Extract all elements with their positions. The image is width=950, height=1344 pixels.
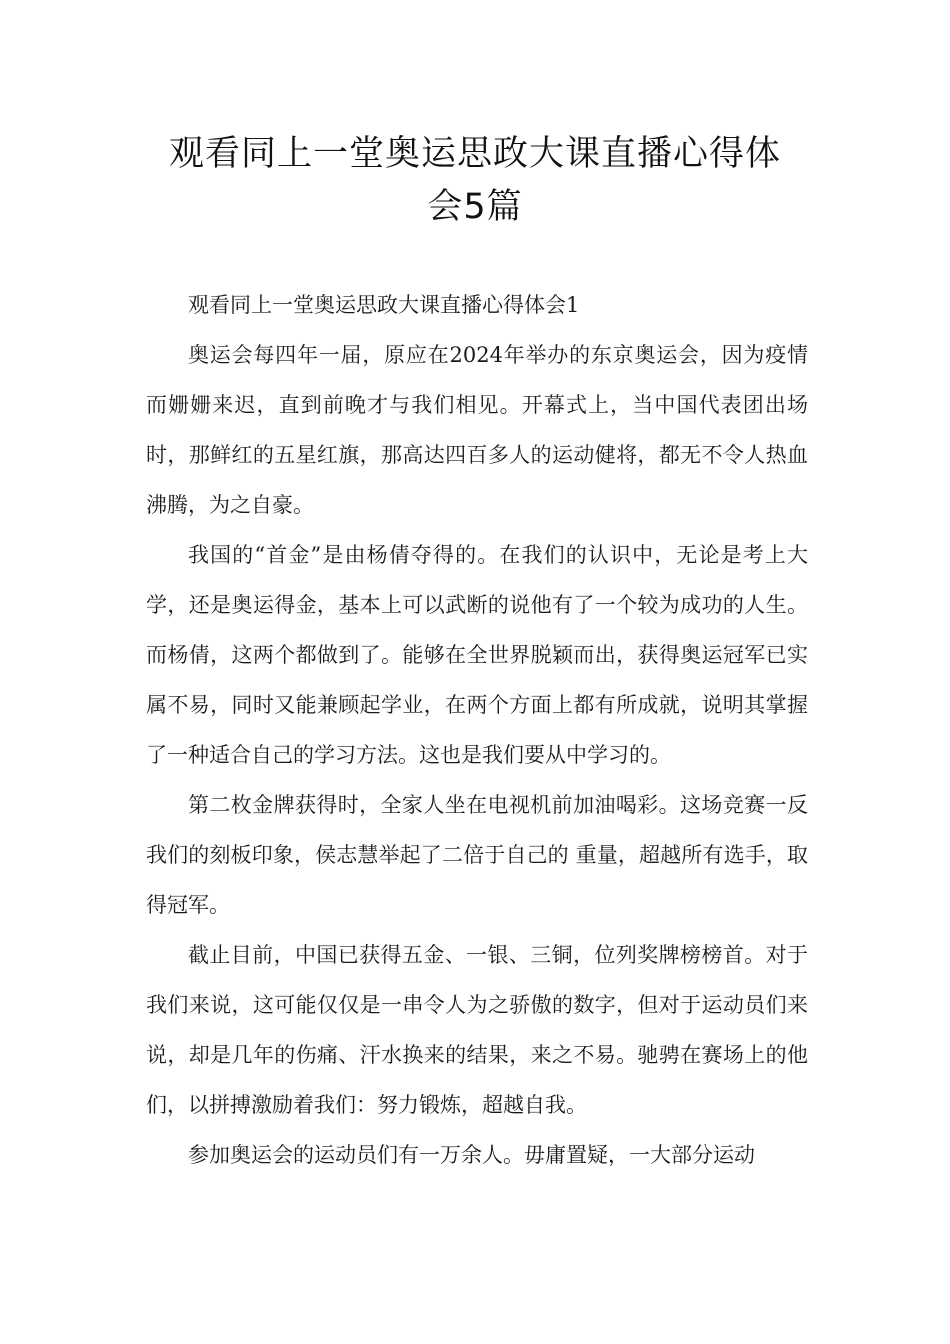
- paragraph: 截止目前，中国已获得五金、一银、三铜，位列奖牌榜榜首。对于我们来说，这可能仅仅是一串令人为之骄傲的数字，但对于运动员们来说，却是几年的伤痛、汗水换来的结果，来之不易。驰骋在赛场上的他们，以拼搏激励着我们：努力锻炼，超越自我。: [146, 943, 808, 1117]
- paragraph: 我国的“首金”是由杨倩夺得的。在我们的认识中，无论是考上大学，还是奥运得金，基本上可以武断的说他有了一个较为成功的人生。而杨倩，这两个都做到了。能够在全世界脱颖而出，获得奥运冠军已实属不易，同时又能兼顾起学业，在两个方面上都有所成就，说明其掌握了一种适合自己的学习方法。这也是我们要从中学习的。: [146, 543, 808, 767]
- document-title: [140, 128, 810, 234]
- paragraph: 第二枚金牌获得时，全家人坐在电视机前加油喝彩。这场竞赛一反我们的刻板印象，侯志慧举起了二倍于自己的 重量，超越所有选手，取得冠军。: [146, 793, 808, 917]
- section-heading: 观看同上一堂奥运思政大课直播心得体会1: [188, 293, 580, 317]
- document-body: [146, 280, 808, 1180]
- paragraph: 奥运会每四年一届，原应在2024年举办的东京奥运会，因为疫情而姗姗来迟，直到前晚才与我们相见。开幕式上，当中国代表团出场时，那鲜红的五星红旗，那高达四百多人的运动健将，都无不令人热血沸腾，为之自豪。: [146, 343, 808, 517]
- paragraph: 参加奥运会的运动员们有一万余人。毋庸置疑，一大部分运动: [188, 1143, 755, 1167]
- title-line-2: 会5篇: [427, 187, 523, 227]
- title-line-1: 观看同上一堂奥运思政大课直播心得体: [168, 134, 781, 174]
